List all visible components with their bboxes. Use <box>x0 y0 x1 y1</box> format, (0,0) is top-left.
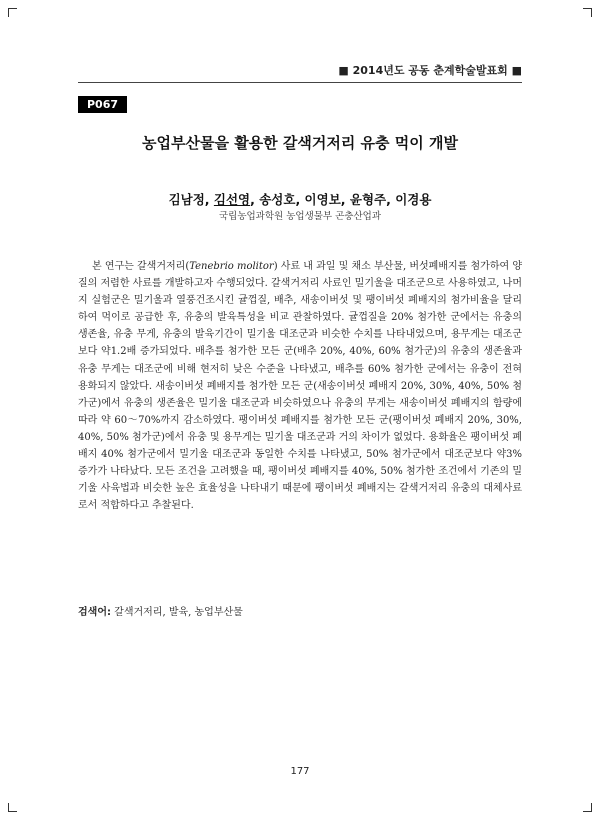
authors-after: , 송성호, 이영보, 윤형주, 이경용 <box>250 192 432 207</box>
affiliation: 국립농업과학원 농업생물부 곤충산업과 <box>218 211 382 222</box>
running-header: ■ 2014년도 공동 춘계학술발표회 ■ <box>338 64 522 77</box>
header-rule <box>78 82 522 83</box>
crop-mark-bottom-left <box>8 803 17 812</box>
presenting-author: 김선영 <box>213 192 251 207</box>
crop-mark-top-right <box>583 8 592 17</box>
crop-mark-bottom-right <box>583 803 592 812</box>
keywords-label: 검색어: <box>78 607 111 618</box>
abstract-part-1: 본 연구는 갈색거저리( <box>92 261 190 272</box>
author-list <box>0 190 600 208</box>
poster-id-badge: P067 <box>78 96 127 113</box>
keywords <box>78 603 522 618</box>
paper-title: 농업부산물을 활용한 갈색거저리 유충 먹이 개발 <box>142 134 458 152</box>
abstract-part-2: ) 사료 내 과일 및 채소 부산물, 버섯폐배지를 첨가하여 양질의 저렴한 사료를 개발하고자 수행되었다. 갈색거저리 사료인 밀기울을 대조군으로 사용하였고, 나머지 실험군은 밀기울과 열풍건조시킨 귤껍질, 배추, 새송이버섯 및 팽이버섯 폐배지의 첨가비율을 달리하여 먹이로 공급한 후, 유충의 발육특성을 비교 관찰하였다. 귤껍질을 20% 첨가한 군에서는 유충의 생존율, 유충 무게, 유충의 발육기간이 밀기울 대조군과 비슷한 수치를 나타내었으며, 용무게는 대조군보다 약1.2배 증가되었다. 배추를 첨가한 모든 군(배추 20%, 40%, 60% 첨가군)의 유충의 생존율과 유충 무게는 대조군에 비해 현저히 낮은 수준을 나타냈고, 배추를 60% 첨가한 군에서는 유충이 전혀 용화되지 않았다. 새송이버섯 폐배지를 첨가한 모든 군(새송이버섯 폐배지 20%, 30%, 40%, 50% 첨가군)에서 유충의 생존율은 밀기울 대조군과 비슷하였으나 유충의 무게는 새송이버섯 폐배지의 함량에 따라 약 60～70%까지 감소하였다. 팽이버섯 폐배지를 첨가한 모든 군(팽이버섯 폐배지 20%, 30%, 40%, 50% 첨가군)에서 유충 및 용무게는 밀기울 대조군과 거의 차이가 없었다. 용화율은 팽이버섯 폐배지 40% 첨가군에서 밀기울 대조군과 동일한 수치를 나타냈고, 50% 첨가군에서 대조군보다 약3% 증가가 나타났다. 모든 조건을 고려했을 때, 팽이버섯 폐배지를 40%, 50% 첨가한 조건에서 기존의 밀기울 사육법과 비슷한 높은 효율성을 나타내기 때문에 팽이버섯 폐배지는 갈색거저리 유충의 대체사료로서 적합하다고 추찰된다. <box>78 261 522 512</box>
crop-mark-top-left <box>8 8 17 17</box>
page-number: 177 <box>290 766 310 777</box>
keywords-text: 갈색거저리, 발육, 농업부산물 <box>110 607 243 618</box>
species-name: Tenebrio molitor <box>189 261 274 272</box>
abstract-body <box>78 258 522 514</box>
authors-before: 김남정, <box>168 192 214 207</box>
